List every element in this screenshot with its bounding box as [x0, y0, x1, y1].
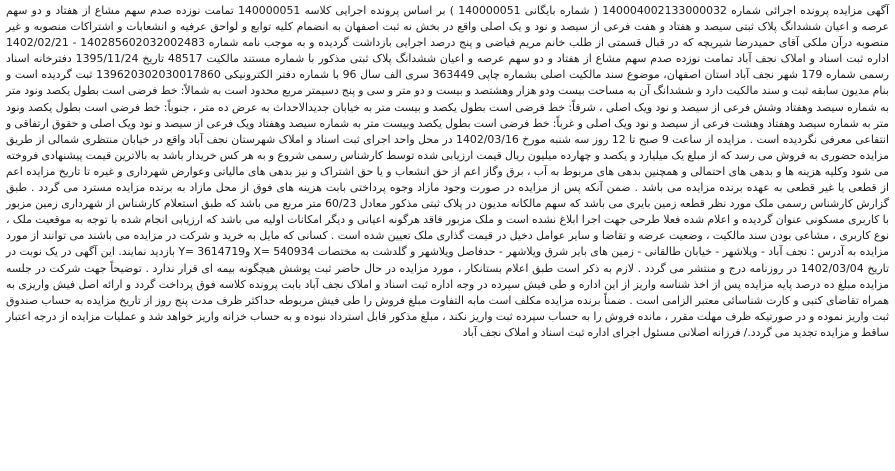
auction-notice-text: آگهی مزایده پرونده اجرائی شماره 140004002133000032 ( شماره بایگانی 140000051 ) بر اساس پرونده اجرایی کلاسه 140000051 تمامت نوزده صدم سهم مشاع از هفتاد و دو سهم عرصه و اعیان ششدانگ پلاک ثبتی سیصد و هفتاد و هفت فرعی از سیصد و نود و یک اصلی واقع در بخش نه ثبت اصفهان به انضمام کلیه توابع و لواحق عرفیه و انشعابات و اشتراکات منصوبه و غیر منصوبه درآن ملکی آقای حمیدرضا شیریچه که در قبال قسمتی از طلب خانم مریم فیاضی و پنج درصد اجرایی بازداشت گردیده و به موجب نامه شماره 140285602032002483 - 1402/02/21 اداره ثبت اسناد و املاک نجف آباد تمامت نوزده صدم سهم مشاع از هفتاد و دو سهم عرصه و اعیان ششدانگ پلاک ثبتی مذکور با شماره مستند مالکیت 48517 تاریخ 1395/11/24 دفترخانه اسناد رسمی شماره 179 شهر نجف آباد استان اصفهان، موضوع سند مالکیت اصلی بشماره چاپی 363449 سری الف سال 96 با شماره دفتر الکترونیکی 139620302030017860 ثبت گردیده است و بنام مدیون سابقه ثبت و سند مالکیت دارد و ششدانگ آن به مساحت بیست ودو هزار وهشتصد و بیست و دو متر و سی و پنج دسیمتر مربع محدود است به شمالاً: خط فرضی است بطول یکصد ونود متر به شماره سیصد وهفتاد وشش فرعی از سیصد و نود ویک اصلی ، شرقاً: خط فرضی است بطول یکصد و بیست متر به خیابان جدیدالاحداث به عرض ده متر ، جنوباً: خط فرضی است بطول یکصد ونود متر به شماره سیصد وهفتاد وهشت فرعی از سیصد و نود ویک اصلی و غرباً: خط فرضی است بطول یکصد وبیست متر به شماره سیصد وهفتاد ویک فرعی از سیصد و نود ویک اصلی و حقوق ارتفاقی و انتفاعی معرفی نگردیده است . مزایده از ساعت 9 صبح تا 12 روز سه شنبه مورخ 1402/03/16 در محل واحد اجرای ثبت اسناد و املاک شهرستان نجف آباد واقع در خیابان منتظری شمالی از طریق مزایده حضوری به فروش می رسد که از مبلغ یک میلیارد و یکصد و چهارده میلیون ریال قیمت ارزیابی شده توسط کارشناس رسمی شروع و به هر کس خریدار باشد به بالاترین قیمت پیشنهادی فروخته می شود وکلیه هزینه ها و بدهی های احتمالی و همچنین بدهی های مربوط به آب ، برق وگاز اعم از حق انشعاب و یا حق اشتراک و نیز بدهی های مالیاتی وعوارض شهرداری و غیره تا تاریخ مزایده اعم از قطعی یا غیر قطعی به عهده برنده مزایده می باشد . ضمن آنکه پس از مزایده در صورت وجود مازاد وجوه پرداختی بابت هزینه های فوق از محل مازاد به برنده مزایده مسترد می گردد . طبق گزارش کارشناس رسمی ملک مورد نظر قطعه زمین بایری می باشد که سهم مالکانه مدیون در پلاک ثبتی مذکور معادل 60/23 متر مربع می باشد که طبق استعلام کارشناس از شهرداری زمین مزبور با کاربری مسکونی عنوان گردیده و اعلام شده فعلا طرحی جهت اجرا ابلاغ نشده است و ملک مزبور فاقد هرگونه اعیانی و دیگر امکانات اولیه می باشد که ارزیابی انجام شده با توجه به موقعیت ملک ، نوع کاربری ، مشاعی بودن سند مالکیت ، وضعیت عرضه و تقاضا و سایر عوامل دخیل در قیمت گذاری ملک تعیین شده است . کسانی که مایل به خرید و شرکت در مزایده می باشند می توانند از مورد مزایده به آدرس : نجف آباد - ویلاشهر - خیابان طالقانی - زمین های بایر شرق ویلاشهر - حدفاصل ویلاشهر و گلدشت به مختصات X= 540934 وY= 3614719 بازدید نمایند. این آگهی در یک نوبت در تاریخ 1402/03/04 در روزنامه درج و منتشر می گردد . لازم به ذکر است طبق اعلام بستانکار ، مورد مزایده در حال حاضر ثبت پوشش هیچگونه بیمه ای قرار ندارد . توضیحاً جهت شرکت در جلسه مزایده مبلغ ده درصد پایه مزایده پس از اخذ شناسه واریز از این اداره و طی فیش سپرده در وجه اداره ثبت اسناد و املاک نجف آباد بابت پرونده کلاسه فوق پرداخت گردد و ارائه اصل فیش واریزی به همراه تقاضای کتبی و کارت شناسائی معتبر الزامی است . ضمناً برنده مزایده مکلف است مابه التفاوت مبلغ فروش را طی فیش مربوطه حداکثر ظرف مدت پنج روز از تاریخ مزایده به حساب صندوق ثبت واریز نموده و در صورتیکه ظرف مهلت مقرر ، مانده فروش را به حساب سپرده ثبت واریز نکند ، مبلغ مذکور قابل استرداد نبوده و به حساب خزانه واریز خواهد شد و عملیات مزایده از درجه اعتبار ساقط و مزایده تجدید می گردد./ فرزانه اصلانی مسئول اجرای اداره ثبت اسناد و املاک نجف آباد [6, 4, 890, 339]
